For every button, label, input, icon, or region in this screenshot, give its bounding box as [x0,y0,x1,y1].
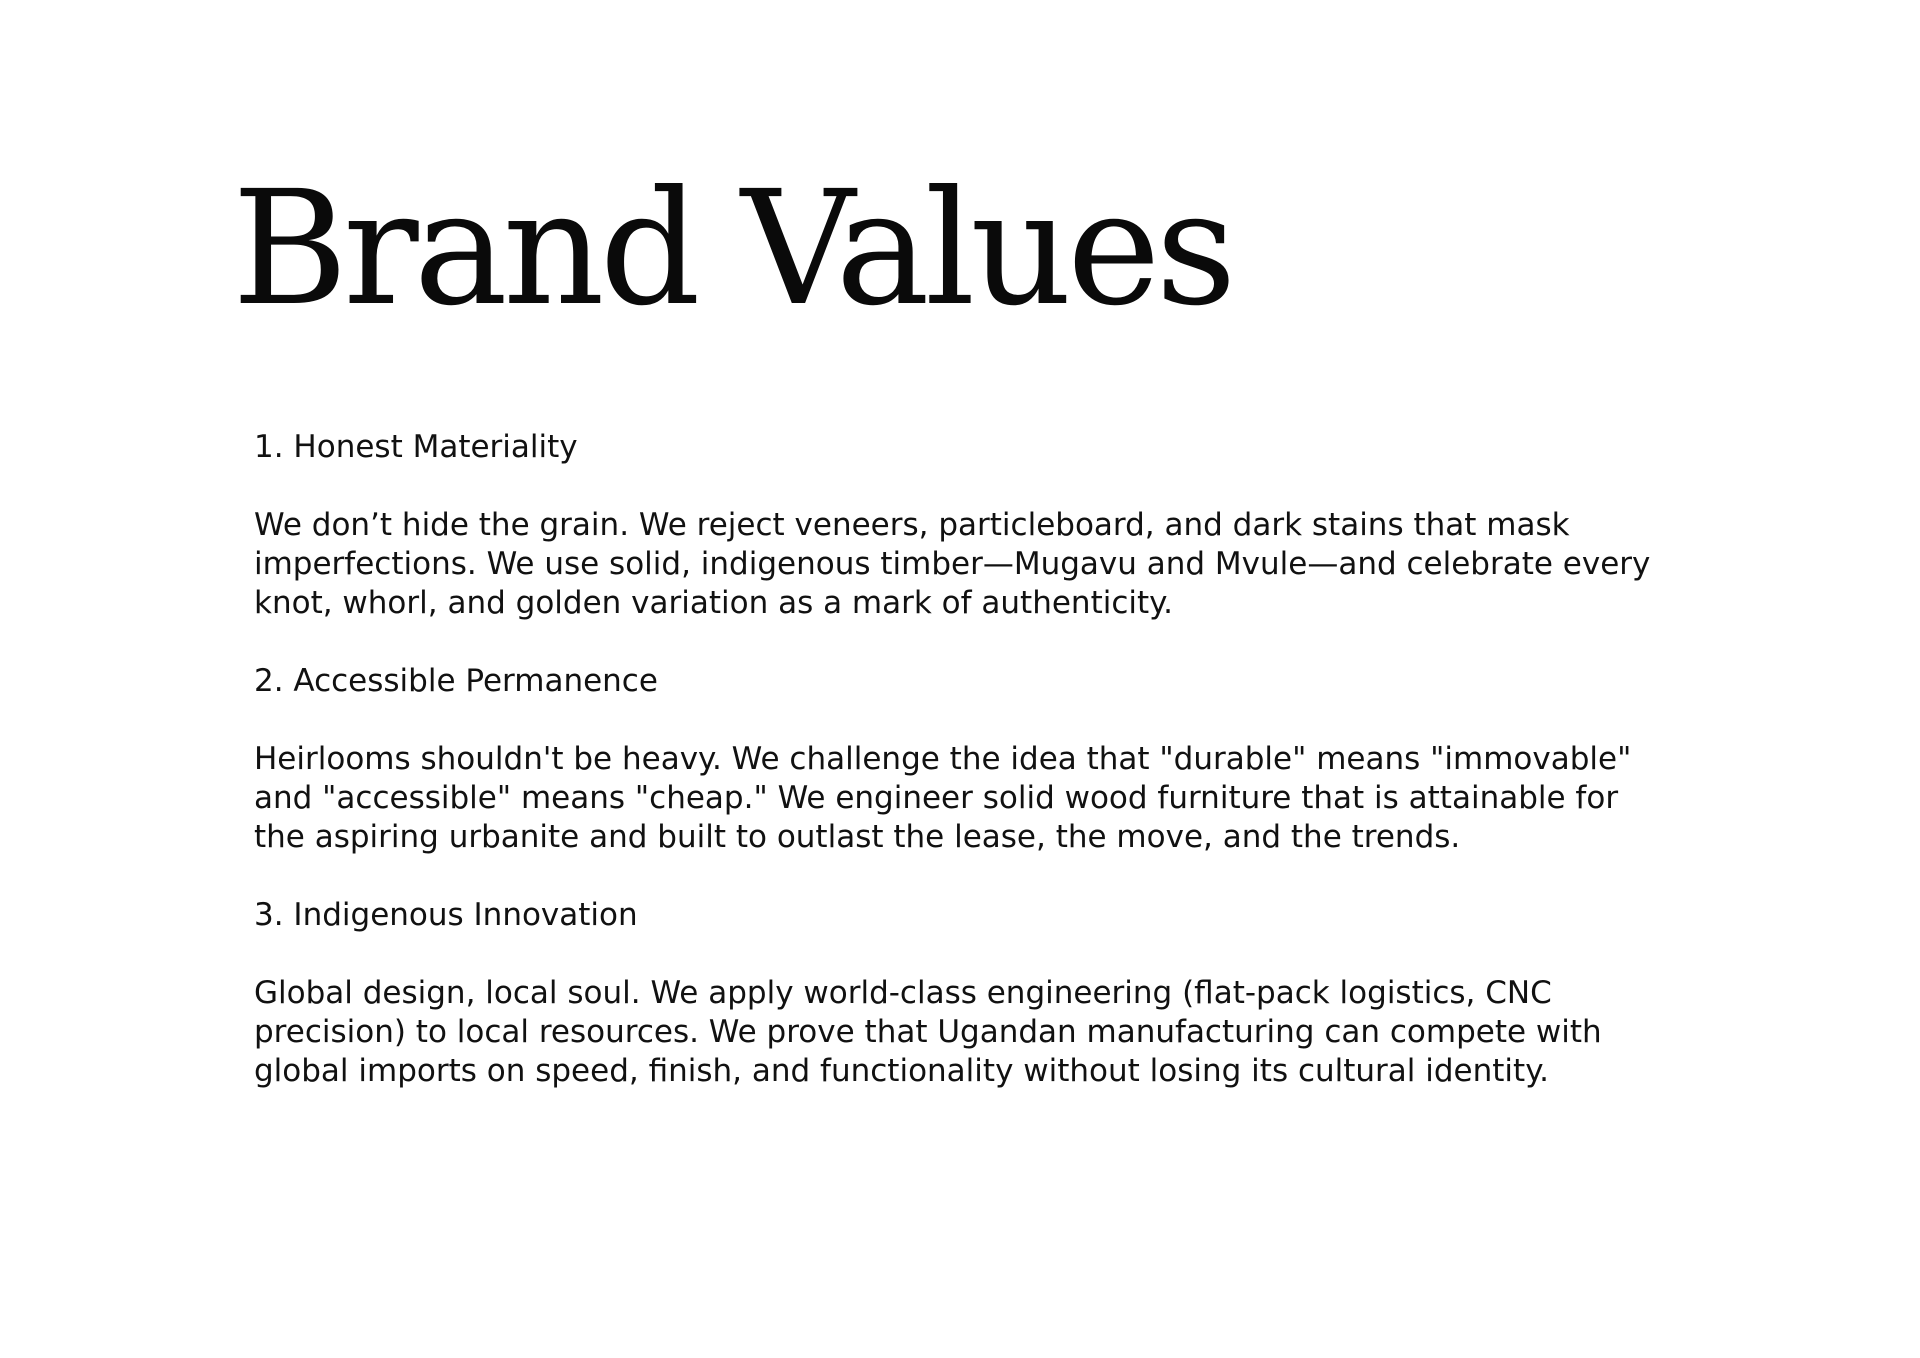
value-body: We don’t hide the grain. We reject veneers, particleboard, and dark stains that mask imperfections. We use solid, indigenous timber—Mugavu and Mvule—and celebrate every knot, whorl, and golden variation as a mark of authenticity. [254,507,1651,621]
value-heading: 1. Honest Materiality [254,429,578,465]
page-title: Brand Values [232,157,1232,341]
value-item-indigenous-innovation [254,896,1674,1091]
value-body: Global design, local soul. We apply world-class engineering (flat-pack logistics, CNC precision) to local resources. We prove that Ugandan manufacturing can compete with global imports on speed, finish, and functionality without losing its cultural identity. [254,975,1602,1089]
value-item-honest-materiality [254,428,1674,623]
value-body: Heirlooms shouldn't be heavy. We challenge the idea that "durable" means "immovable" and "accessible" means "cheap." We engineer solid wood furniture that is attainable for the aspiring urbanite and built to outlast the lease, the move, and the trends. [254,741,1632,855]
value-heading: 2. Accessible Permanence [254,663,658,699]
value-heading: 3. Indigenous Innovation [254,897,638,933]
value-item-accessible-permanence [254,662,1674,857]
values-list [254,428,1674,1130]
